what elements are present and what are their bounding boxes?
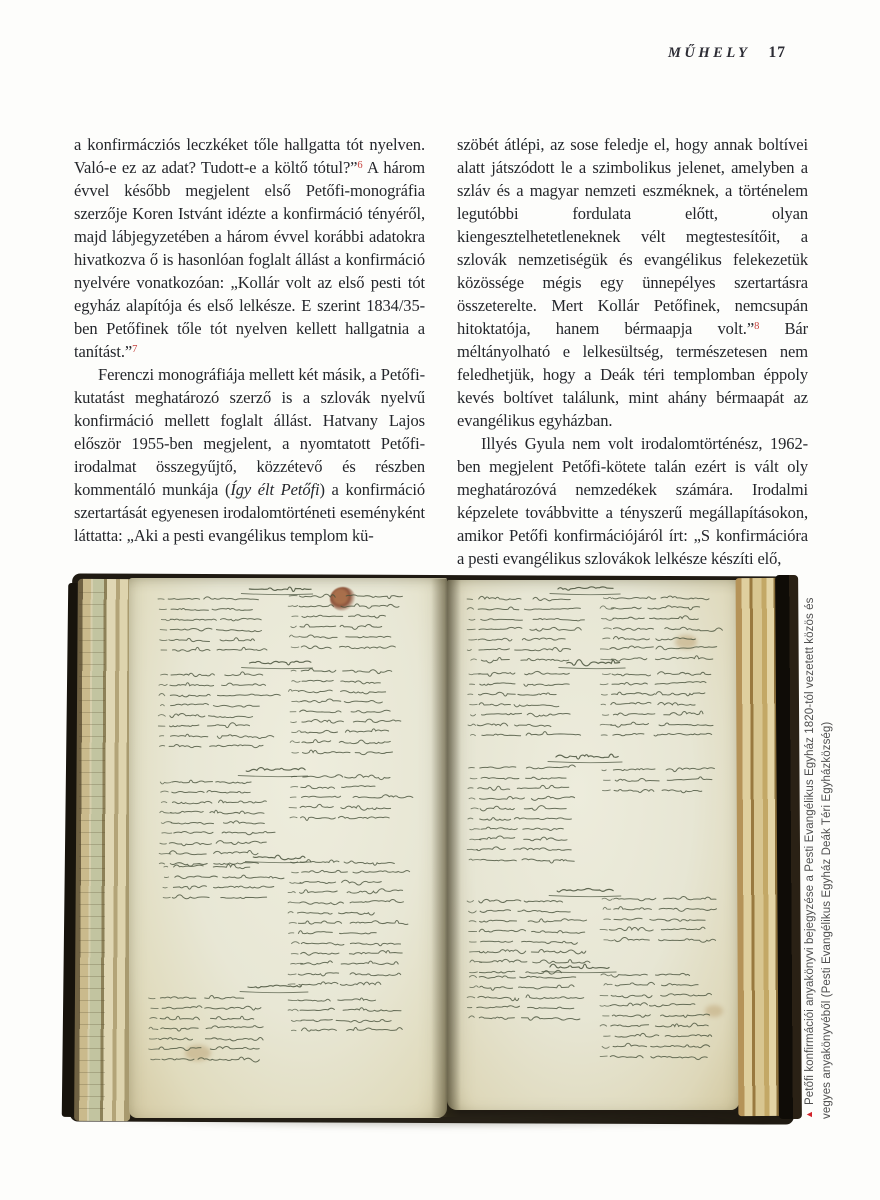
caption-marker-icon: ▲ — [804, 1109, 814, 1119]
text-run: szöbét átlépi, az sose feledje el, hogy annak boltívei alatt játszódott le a szimbolikus jelenet, amelyben a szláv és a magyar nemzeti eszméknek, a történelem legutóbbi fordulata előtt, olyan kiengesztelhetetleneknek vélt megtestesítőit, a szlovák nemzetiségük és evangélikus felekezetük közössége mégis egy ünnepélyes szertartásra összeterelte. Mert Kollár Petőfinek, nemcsupán hitoktatója, hanem bérmaapja volt.” — [457, 135, 808, 338]
caption-line — [801, 587, 819, 1119]
italic-title: Így élt Petőfi — [230, 480, 320, 499]
paragraph — [74, 363, 425, 547]
text-run: a konfirmácziós leczkéket tőle hallgatta tót nyelven. Való-e ez az adat? Tudott-e a költő tótul?” — [74, 135, 425, 177]
article-body — [74, 133, 808, 570]
register-book-photo — [65, 575, 800, 1135]
paragraph — [457, 133, 808, 432]
caption-text: Petőfi konfirmációi anyakönyvi bejegyzése a Pesti Evangélikus Egyház 1820-tól vezetett közös és — [804, 597, 816, 1105]
text-column-right — [457, 133, 808, 570]
text-run: A három évvel később megjelent első Petőfi-monográfia szerzője Koren Istvánt idézte a konfirmáció tényéről, majd lábjegyzetében a három évvel korábbi adatokra hivatkozva ő is hasonlóan foglalt állást a konfirmáció nyelvére vonatkozóan: „Kollár volt az első pesti tót egyház alapítója és első lelkésze. E szerint 1834/35-ben Petőfinek tőle tót nyelven kellett hallgatnia a tanítást.” — [74, 158, 425, 361]
footnote-ref: 8 — [754, 321, 760, 332]
text-run: ) a konfirmáció szertartását egyenesen irodalomtörténeti eseményként láttatta: „Aki a pesti evangélikus templom kü- — [74, 480, 425, 545]
figure-caption — [801, 587, 837, 1119]
section-rubric: MŰHELY — [668, 45, 751, 61]
paragraph — [457, 432, 808, 570]
text-run: Ferenczi monográfiája mellett két másik, a Petőfi-kutatást meghatározó szerző is a szlovák nyelvű konfirmáció mellett foglalt állást. Hatvany Lajos először 1955-ben megjelent, a nyomtatott Petőfi-irodalmat összegyűjtő, közzétevő és részben kommentáló munkája ( — [74, 365, 425, 499]
text-run: Illyés Gyula nem volt irodalomtörténész, 1962-ben megjelent Petőfi-kötete talán ezért is vált oly meghatározóvá nemzedékek számára. Irodalmi képzelete továbbvitte a tényszerű megállapításokon, amikor Petőfi konfirmációjáról írt: „S konfirmációra a pesti evangélikus szlovákok lelkésze készíti elő, — [457, 434, 808, 568]
footnote-ref: 6 — [357, 160, 363, 171]
handwritten-register-entries — [65, 575, 800, 1135]
text-run: Bár méltányolható e lelkesültség, természetesen nem feledhetjük, hogy a Deák téri templomban éppoly kevés boltívet találunk, mint ahány bérmaapát az evangélikus egyházban. — [457, 319, 808, 430]
caption-line: vegyes anyakönyvéből (Pesti Evangélikus Egyház Deák Téri Egyházközség) — [821, 721, 833, 1119]
paragraph — [74, 133, 425, 363]
page-header — [668, 44, 786, 62]
text-column-left — [74, 133, 425, 570]
footnote-ref: 7 — [132, 344, 138, 355]
page-number: 17 — [768, 44, 786, 61]
